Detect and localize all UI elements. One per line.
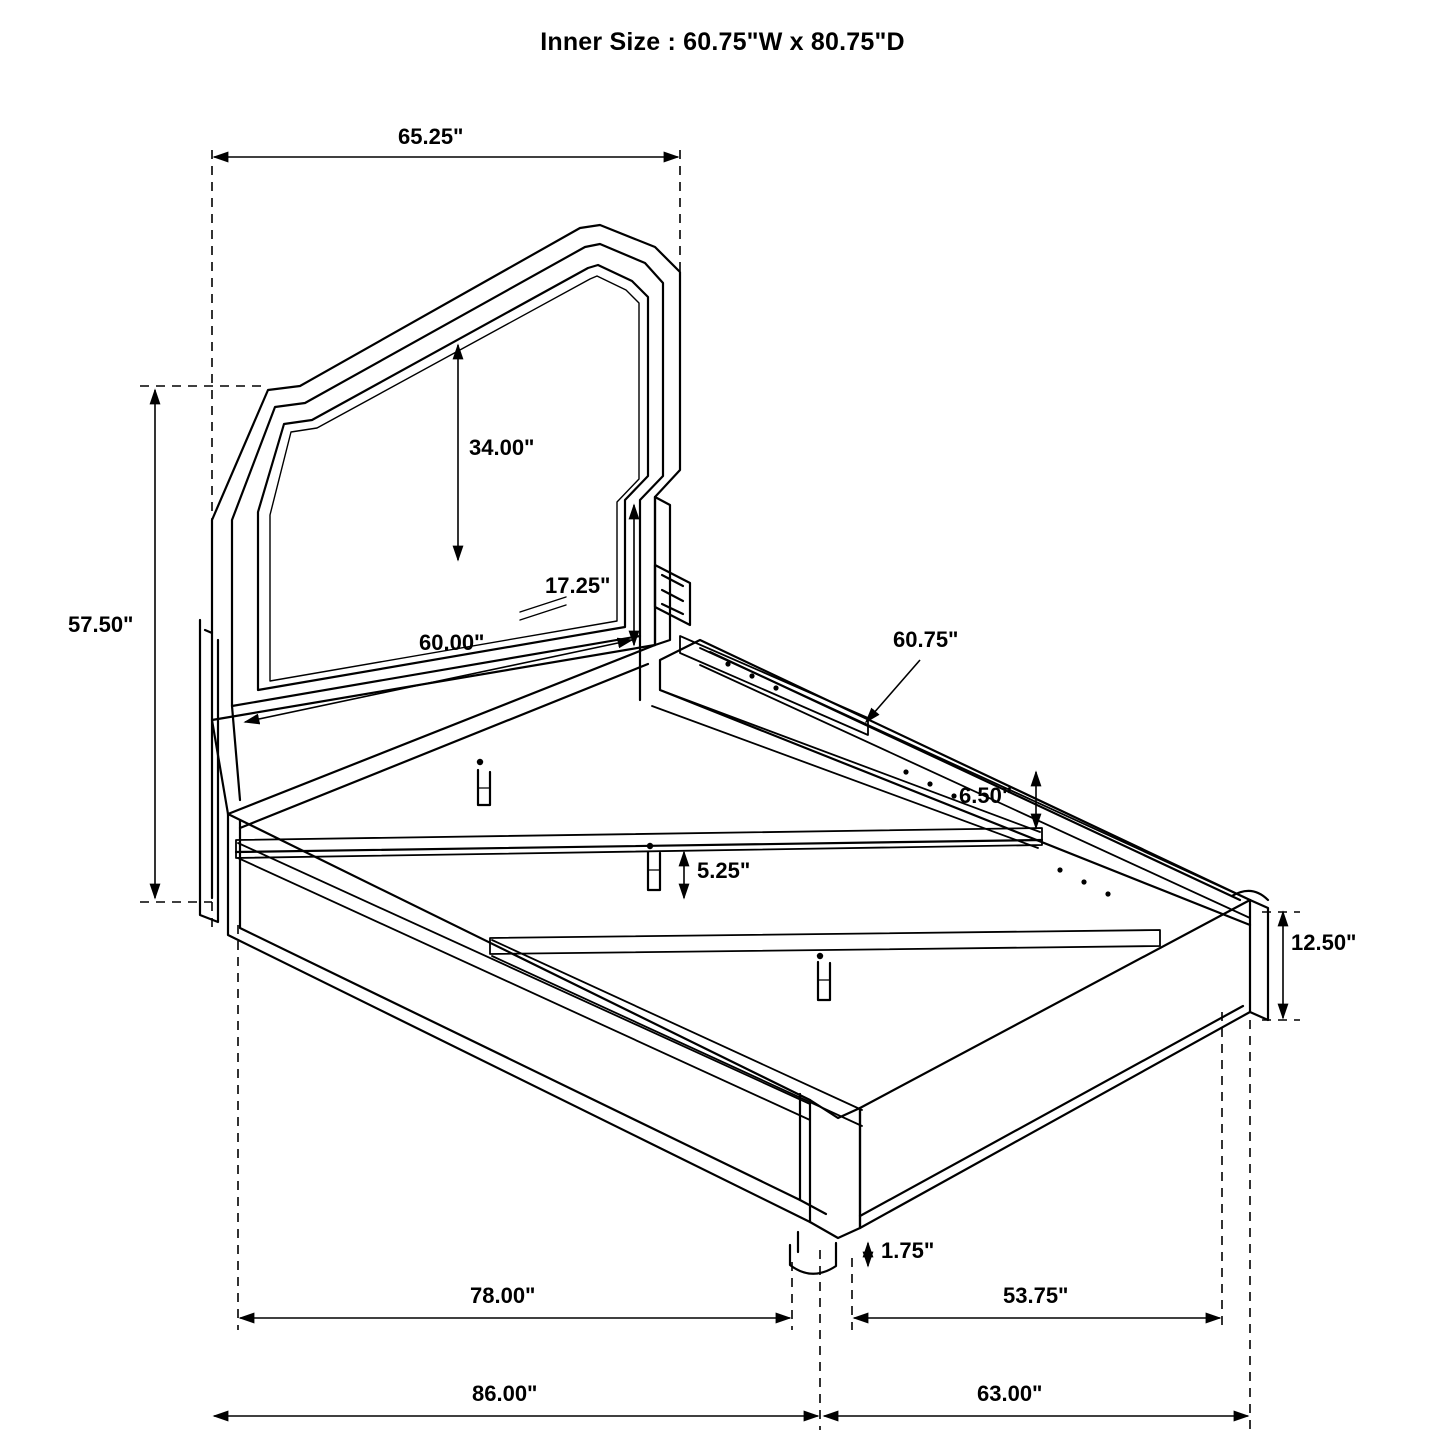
dimension-label-length-inner: 78.00" [470,1283,536,1308]
dimension-label-slat-span-width: 60.75" [893,627,959,652]
dimension-label-inner-width: 60.00" [419,630,485,655]
dimension-label-length-overall: 86.00" [472,1381,538,1406]
dimension-label-center-support-height: 5.25" [697,858,751,883]
dimension-label-foot-clearance: 1.75" [881,1238,935,1263]
dimension-label-overall-height: 57.50" [68,612,134,637]
dimension-label-rail-height: 6.50" [959,783,1013,808]
dimension-label-footboard-height: 12.50" [1291,930,1357,955]
dimension-label-overall-width-top: 65.25" [398,124,464,149]
page-title: Inner Size : 60.75"W x 80.75"D [540,28,905,56]
dimension-label-headboard-panel-height: 34.00" [469,435,535,460]
dimension-label-depth-overall: 63.00" [977,1381,1043,1406]
dimension-label-depth-inner: 53.75" [1003,1283,1069,1308]
dimension-label-panel-to-rail: 17.25" [545,573,611,598]
